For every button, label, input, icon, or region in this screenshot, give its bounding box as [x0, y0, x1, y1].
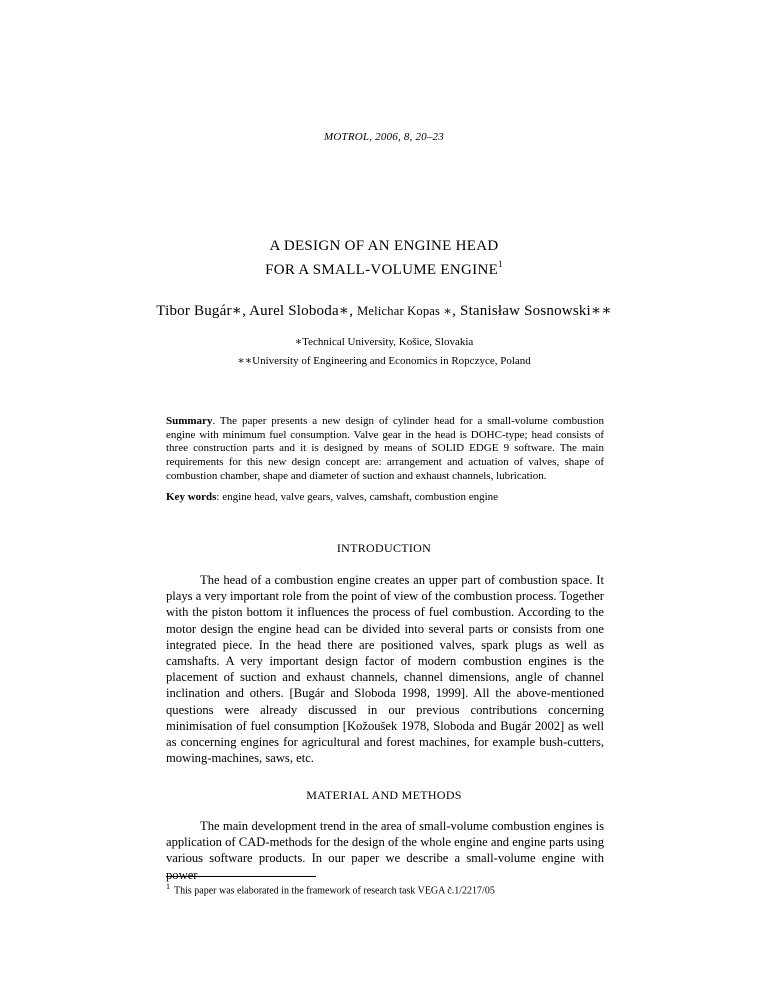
introduction-paragraph: The head of a combustion engine creates an upper part of combustion space. It plays a very important role from the point of view of the combustion process. Together with the piston bottom it influences the process of fuel combustion. According to the motor design the engine head can be divided into several parts or consists from one integrated piece. In the head there are positioned valves, spark plugs as well as camshafts. A very important design factor of modern combustion engines is the placement of suction and exhaust channels, channel dimensions, angle of channel inclination and others. [Bugár and Sloboda 1998, 1999]. All the above-mentioned questions were already discussed in our previous contributions concerning minimisation of fuel consumption [Kožoušek 1978, Sloboda and Bugár 2002] as well as concerning engines for agricultural and forest machines, for example bush-cutters, mowing-machines, saws, etc.: [166, 573, 604, 766]
title-line-2: [0, 256, 768, 280]
author-list: [0, 301, 768, 320]
summary-label: Summary: [166, 415, 213, 427]
methods-paragraph: The main development trend in the area of small-volume combustion engines is application of CAD-methods for the design of the whole engine and engine parts using various software products. In our paper we describe a small-volume engine with power: [166, 819, 604, 882]
title-line-1: A DESIGN OF AN ENGINE HEAD: [269, 238, 499, 254]
footnote-divider: [166, 876, 316, 877]
authors-part-2: Melichar Kopas ∗: [357, 304, 453, 318]
title-line-2-text: FOR A SMALL-VOLUME ENGINE: [265, 262, 499, 278]
footnote-mark: 1: [166, 882, 170, 891]
summary-text: . The paper presents a new design of cylinder head for a small-volume combustion engine with minimum fuel consumption. Valve gear in the head is DOHC-type; head consists of three construction parts and it is designed by means of SOLID EDGE 9 software. The main requirements for this new design concept are: arrangement and actuation of valves, shape of combustion chamber, shape and diameter of suction and exhaust channels, lubrication.: [166, 415, 604, 482]
authors-part-1: Tibor Bugár∗, Aurel Sloboda∗,: [156, 303, 358, 319]
title-footnote-mark: 1: [498, 259, 503, 269]
keywords-text: : engine head, valve gears, valves, camshaft, combustion engine: [216, 491, 499, 503]
authors-part-3: , Stanisław Sosnowski∗∗: [452, 303, 612, 319]
summary-paragraph: [166, 415, 604, 484]
journal-citation: MOTROL, 2006, 8, 20–23: [324, 131, 444, 143]
affiliation-1: ∗Technical University, Košice, Slovakia: [294, 336, 474, 348]
keywords-label: Key words: [166, 491, 217, 503]
keywords-line: [166, 490, 604, 504]
section-heading-introduction: INTRODUCTION: [336, 541, 432, 555]
footnote-text: This paper was elaborated in the framework of research task VEGA č.1/2217/05: [174, 885, 495, 897]
footnote: [166, 882, 604, 896]
affiliation-2: ∗∗University of Engineering and Economics in Ropczyce, Poland: [237, 355, 531, 367]
paper-title: [0, 237, 768, 280]
section-heading-methods: MATERIAL AND METHODS: [306, 788, 462, 802]
